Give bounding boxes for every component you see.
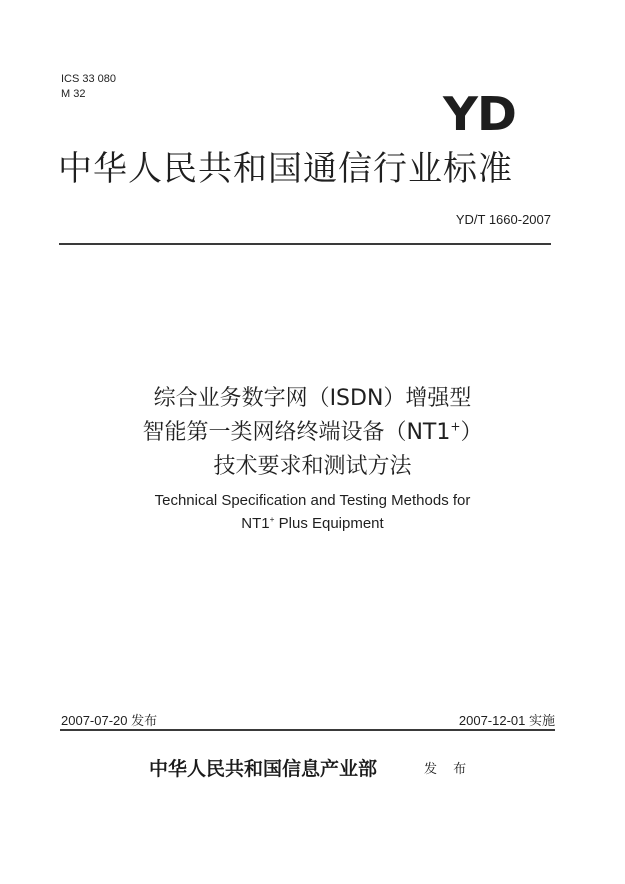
yd-logo: YD <box>443 87 516 141</box>
publish-verb: 发 布 <box>424 762 473 777</box>
title-cn-line-2-prefix: 智能第一类网络终端设备（NT1 <box>142 420 451 445</box>
title-en-superscript: + <box>269 515 275 524</box>
title-en-line-2-suffix: Plus Equipment <box>274 515 384 532</box>
issue-date: 2007-07-20 发布 <box>61 713 158 728</box>
title-en-line-2-prefix: NT1 <box>241 515 270 532</box>
ics-code: ICS 33 080 <box>61 73 117 85</box>
title-cn-superscript: + <box>450 419 461 434</box>
title-cn-line-2 <box>0 417 625 449</box>
title-cn-line-3: 技术要求和测试方法 <box>213 454 412 479</box>
title-en-line-2 <box>0 513 625 535</box>
effective-date: 2007-12-01 实施 <box>458 713 555 728</box>
title-cn-line-1: 综合业务数字网（ISDN）增强型 <box>153 386 472 411</box>
standard-category-title: 中华人民共和国通信行业标准 <box>58 149 513 189</box>
publisher: 中华人民共和国信息产业部 <box>149 758 378 780</box>
standard-number: YD/T 1660-2007 <box>455 212 551 227</box>
classification-code: M 32 <box>61 88 86 100</box>
footer-divider <box>60 729 555 731</box>
title-cn-line-2-suffix: ） <box>460 420 483 445</box>
header-divider <box>59 243 551 245</box>
title-en-line-1: Technical Specification and Testing Methods for <box>154 492 471 509</box>
